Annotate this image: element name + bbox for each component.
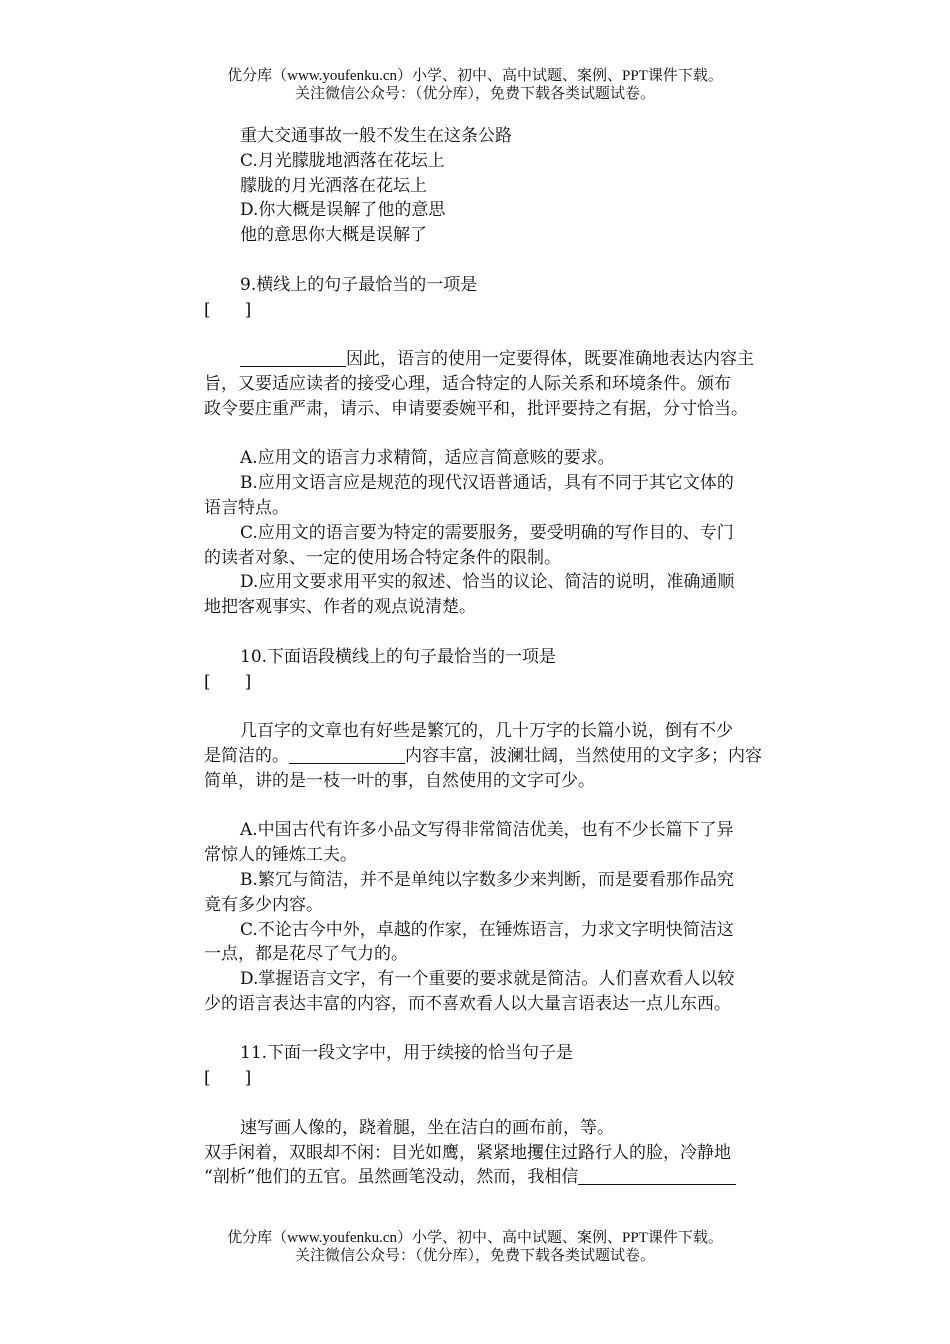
option-c: C.不论古今中外，卓越的作家，在锤炼语言，力求文字明快简洁这 [240, 919, 734, 940]
option-a: 常惊人的锤炼工夫。 [204, 845, 357, 866]
document-body [204, 124, 804, 1190]
page-footer [0, 1229, 950, 1265]
question-10-passage: 是简洁的。 内容丰富，波澜壮阔，当然使用的文字多；内容 [204, 745, 762, 766]
fill-blank [289, 745, 405, 764]
option-c: C.应用文的语言要为特定的需要服务，要受明确的写作目的、专门 [240, 522, 734, 543]
header-line-1: 优分库（www.youfenku.cn）小学、初中、高中试题、案例、PPT课件下载。 [227, 68, 723, 84]
option-a: A.中国古代有许多小品文写得非常简洁优美，也有不少长篇下了异 [240, 820, 734, 841]
option-b: B.繁冗与简洁，并不是单纯以字数多少来判断，而是要看那作品究 [240, 869, 734, 890]
option-c: C.月光朦胧地洒落在花坛上 [240, 150, 445, 171]
question-9-passage: 旨，又要适应读者的接受心理，适合特定的人际关系和环境条件。颁布 [204, 373, 731, 394]
page-header [0, 67, 950, 103]
question-9-passage: 政令要庄重严肃，请示、申请要委婉平和，批评要持之有据，分寸恰当。 [204, 398, 748, 419]
option-d: 少的语言表达丰富的内容，而不喜欢看人以大量言语表达一点儿东西。 [204, 993, 731, 1014]
option-d: 地把客观事实、作者的观点说清楚。 [204, 597, 476, 618]
question-10-passage: 简单，讲的是一枝一叶的事，自然使用的文字可少。 [204, 770, 595, 791]
option-line: 他的意思你大概是误解了 [240, 225, 427, 246]
option-b: 语言特点。 [204, 497, 289, 518]
option-a: A.应用文的语言力求精简，适应言简意赅的要求。 [240, 448, 615, 469]
option-d: D.你大概是误解了他的意思 [240, 200, 446, 221]
option-line: 朦胧的月光洒落在花坛上 [240, 175, 427, 196]
footer-line-2: 关注微信公众号：（优分库），免费下载各类试题试卷。 [294, 1248, 655, 1264]
question-10-stem: 10.下面语段横线上的句子最恰当的一项是 [240, 646, 557, 667]
answer-bracket: [ ] [204, 299, 252, 320]
option-c: 一点，都是花尽了气力的。 [204, 944, 408, 965]
question-11-passage: 双手闲着，双眼却不闲：目光如鹰，紧紧地攫住过路行人的脸，冷静地 [204, 1142, 731, 1163]
answer-bracket: [ ] [204, 671, 252, 692]
question-11-passage: 速写画人像的，跷着腿，坐在洁白的画布前，等。 [240, 1117, 614, 1138]
option-b: B.应用文语言应是规范的现代汉语普通话，具有不同于其它文体的 [240, 473, 734, 494]
option-d: D.应用文要求用平实的叙述、恰当的议论、简洁的说明，准确通顺 [240, 572, 735, 593]
footer-line-1: 优分库（www.youfenku.cn）小学、初中、高中试题、案例、PPT课件下载。 [227, 1230, 723, 1246]
option-d: D.掌握语言文字，有一个重要的要求就是简洁。人们喜欢看人以较 [240, 969, 735, 990]
option-c: 的读者对象、一定的使用场合特定条件的限制。 [204, 547, 561, 568]
option-b: 竟有多少内容。 [204, 894, 323, 915]
fill-blank [240, 348, 346, 367]
question-11-stem: 11.下面一段文字中，用于续接的恰当句子是 [240, 1043, 574, 1064]
question-10-passage: 几百字的文章也有好些是繁冗的，几十万字的长篇小说，倒有不少 [240, 721, 733, 742]
question-9-stem: 9.横线上的句子最恰当的一项是 [240, 274, 478, 295]
fill-blank [578, 1166, 736, 1185]
header-line-2: 关注微信公众号：（优分库），免费下载各类试题试卷。 [294, 86, 655, 102]
answer-bracket: [ ] [204, 1068, 252, 1089]
question-9-passage: 因此，语言的使用一定要得体，既要准确地表达内容主 [204, 347, 804, 372]
option-line: 重大交通事故一般不发生在这条公路 [240, 126, 512, 146]
question-11-passage: “剖析”他们的五官。虽然画笔没动，然而，我相信 [204, 1165, 804, 1190]
